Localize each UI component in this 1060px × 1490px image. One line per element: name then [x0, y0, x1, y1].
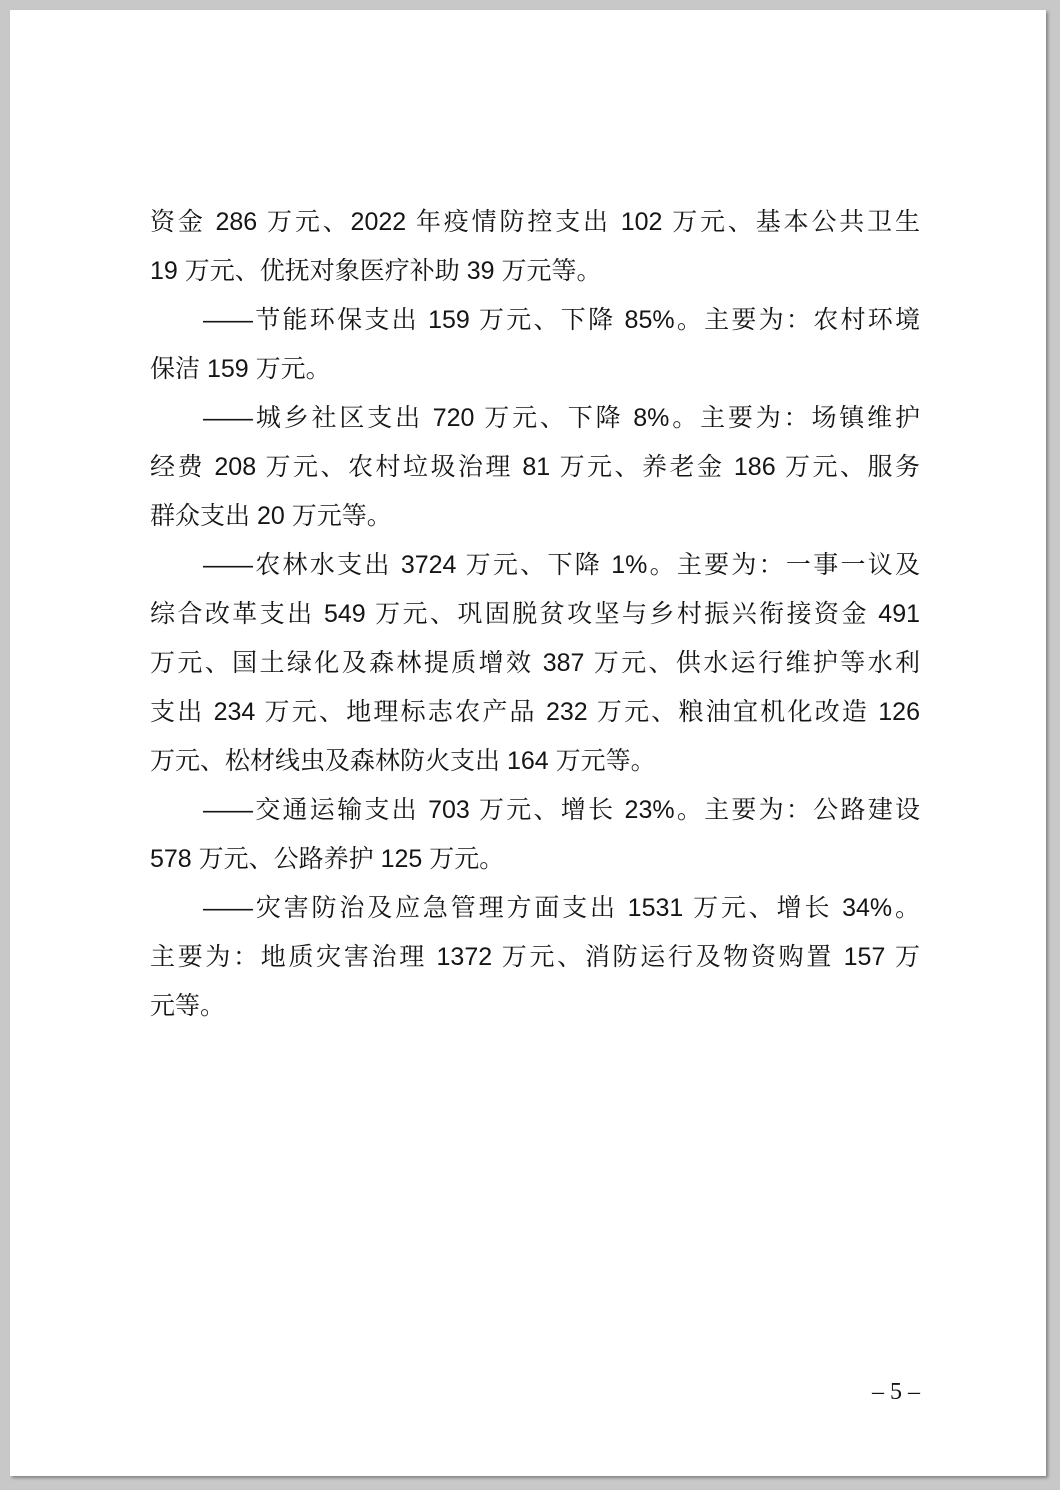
page-number: – 5 –: [872, 1379, 920, 1405]
text-line: 万元、国土绿化及森林提质增效 387 万元、供水运行维护等水利: [150, 649, 920, 677]
paragraph-continued: [150, 198, 920, 296]
body-text: [150, 198, 920, 1031]
paragraph-disaster-prevention: [150, 884, 920, 1031]
paragraph-urban-rural-community: [150, 394, 920, 541]
text-line: 支出 234 万元、地理标志农产品 232 万元、粮油宜机化改造 126: [150, 698, 920, 726]
text-line: 经费 208 万元、农村垃圾治理 81 万元、养老金 186 万元、服务: [150, 453, 920, 481]
text-line: 万元、松材线虫及森林防火支出 164 万元等。: [150, 747, 656, 775]
text-line: ——节能环保支出 159 万元、下降 85%。主要为：农村环境: [203, 306, 920, 334]
text-line: ——农林水支出 3724 万元、下降 1%。主要为：一事一议及: [203, 551, 920, 579]
paragraph-transportation: [150, 786, 920, 884]
text-line: 资金 286 万元、2022 年疫情防控支出 102 万元、基本公共卫生: [150, 208, 920, 236]
paragraph-energy-environment: [150, 296, 920, 394]
text-line: 主要为：地质灾害治理 1372 万元、消防运行及物资购置 157 万: [150, 943, 920, 971]
text-line: 保洁 159 万元。: [150, 355, 331, 383]
text-line: 群众支出 20 万元等。: [150, 502, 392, 530]
text-line: 578 万元、公路养护 125 万元。: [150, 845, 505, 873]
text-line: ——交通运输支出 703 万元、增长 23%。主要为：公路建设: [203, 796, 920, 824]
text-line: 元等。: [150, 992, 226, 1020]
text-line: 19 万元、优抚对象医疗补助 39 万元等。: [150, 257, 602, 285]
document-page: [10, 10, 1046, 1476]
paragraph-agriculture-forestry-water: [150, 541, 920, 786]
text-line: ——城乡社区支出 720 万元、下降 8%。主要为：场镇维护: [203, 404, 920, 432]
text-line: 综合改革支出 549 万元、巩固脱贫攻坚与乡村振兴衔接资金 491: [150, 600, 920, 628]
text-line: ——灾害防治及应急管理方面支出 1531 万元、增长 34%。: [203, 894, 920, 922]
